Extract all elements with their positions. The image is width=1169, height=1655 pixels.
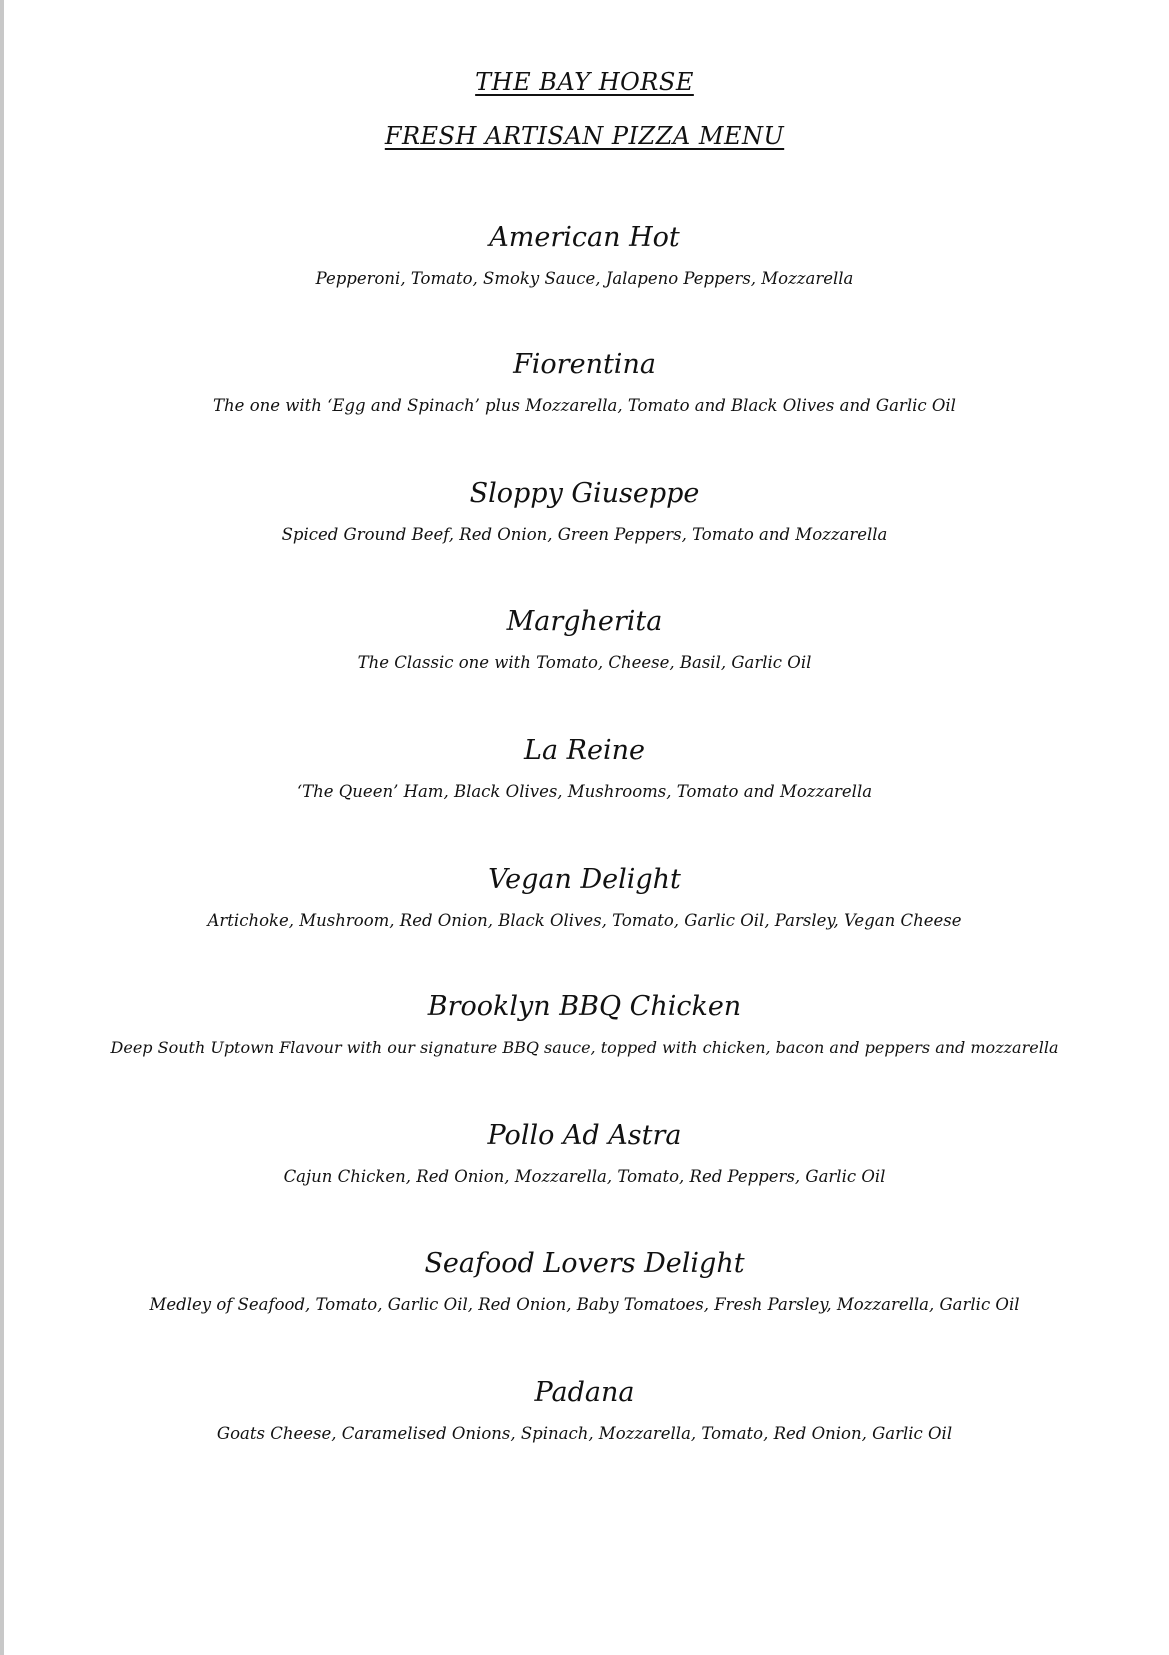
pizza-description: Goats Cheese, Caramelised Onions, Spinach, Mozzarella, Tomato, Red Onion, Garlic Oil xyxy=(216,1424,953,1443)
pizza-name: Margherita xyxy=(506,606,663,637)
menu-item xyxy=(0,1119,1169,1229)
menu-item xyxy=(0,221,1169,331)
menu-item xyxy=(0,348,1169,458)
pizza-description: The Classic one with Tomato, Cheese, Basil, Garlic Oil xyxy=(357,653,812,672)
pizza-description: Deep South Uptown Flavour with our signature BBQ sauce, topped with chicken, bacon and peppers and mozzarella xyxy=(110,1038,1059,1057)
pizza-name: American Hot xyxy=(489,222,680,253)
menu-item xyxy=(0,1376,1169,1486)
pizza-name: Fiorentina xyxy=(513,349,656,380)
pizza-name: Seafood Lovers Delight xyxy=(424,1248,745,1279)
pizza-description: Pepperoni, Tomato, Smoky Sauce, Jalapeno Peppers, Mozzarella xyxy=(315,269,854,288)
pizza-name: La Reine xyxy=(524,735,645,766)
pizza-description: The one with ‘Egg and Spinach’ plus Mozzarella, Tomato and Black Olives and Garlic Oil xyxy=(213,396,956,415)
pizza-name: Sloppy Giuseppe xyxy=(469,478,700,509)
pizza-description: Spiced Ground Beef, Red Onion, Green Peppers, Tomato and Mozzarella xyxy=(281,525,888,544)
pizza-description: Cajun Chicken, Red Onion, Mozzarella, Tomato, Red Peppers, Garlic Oil xyxy=(283,1167,886,1186)
menu-title: THE BAY HORSE xyxy=(475,68,694,96)
menu-item xyxy=(0,605,1169,715)
pizza-description: ‘The Queen’ Ham, Black Olives, Mushrooms, Tomato and Mozzarella xyxy=(296,782,873,801)
pizza-description: Medley of Seafood, Tomato, Garlic Oil, Red Onion, Baby Tomatoes, Fresh Parsley, Mozzarella, Garlic Oil xyxy=(149,1295,1020,1314)
pizza-name: Padana xyxy=(534,1377,635,1408)
pizza-name: Pollo Ad Astra xyxy=(487,1120,682,1151)
menu-item xyxy=(0,863,1169,973)
menu-item xyxy=(0,1247,1169,1357)
menu-item xyxy=(0,990,1169,1100)
menu-subtitle: FRESH ARTISAN PIZZA MENU xyxy=(384,122,785,150)
menu-item xyxy=(0,734,1169,844)
pizza-description: Artichoke, Mushroom, Red Onion, Black Olives, Tomato, Garlic Oil, Parsley, Vegan Cheese xyxy=(207,911,962,930)
pizza-name: Vegan Delight xyxy=(488,864,681,895)
pizza-name: Brooklyn BBQ Chicken xyxy=(427,991,742,1022)
menu-item xyxy=(0,477,1169,587)
